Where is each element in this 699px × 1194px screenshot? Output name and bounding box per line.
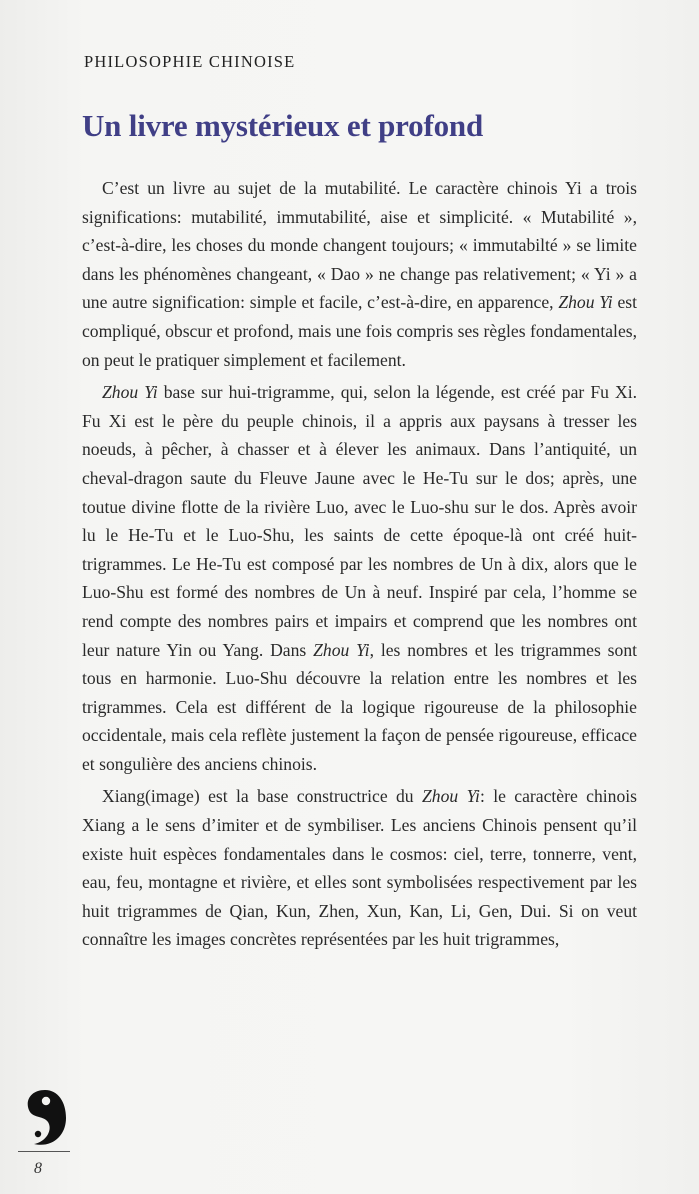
text-run: : le caractère chinois Xiang a le sens d’imiter et de symbiliser. Les anciens Chinois pensent qu’il existe huit espèces fondamentales dans le cosmos: ciel, terre, tonnerre, vent, eau, feu, montagne et rivière, et elles sont symbolisées respectivement par les huit trigrammes de Qian, Kun, Zhen, Xun, Kan, Li, Gen, Dui. Si on veut connaître les images concrètes représentées par les huit trigrammes,	[82, 786, 637, 950]
body-text	[82, 174, 637, 958]
text-run: Xiang(image) est la base constructrice du	[102, 786, 422, 807]
page-number: 8	[34, 1160, 42, 1177]
text-run: base sur hui-trigramme, qui, selon la légende, est créé par Fu Xi. Fu Xi est le père du peuple chinois, il a appris aux paysans à tresser les noeuds, à pêcher, à chasser et à élever les animaux. Dans l’antiquité, un cheval-dragon saute du Fleuve Jaune avec le He-Tu sur le dos; après, une toutue divine flotte de la rivière Luo, avec le Luo-shu sur le dos. Après avoir lu le He-Tu et le Luo-Shu, les saints de cette époque-là ont créé huit-trigrammes. Le He-Tu est composé par les nombres de Un à dix, alors que le Luo-Shu est formé des nombres de Un à neuf. Inspiré par cela, l’homme se rend compte des nombres pairs et impairs et comprend que les nombres ont leur nature Yin ou Yang. Dans	[82, 382, 637, 660]
book-title-italic: Zhou Yi	[102, 382, 158, 403]
footer-rule	[18, 1151, 70, 1152]
book-title-italic: Zhou Yi	[313, 639, 370, 660]
paragraph-3	[82, 782, 637, 954]
book-title-italic: Zhou Yi	[558, 292, 613, 313]
text-run: , les nombres et les trigrammes sont tous en harmonie. Luo-Shu découvre la relation entre les nombres et les trigrammes. Cela est différent de la logique rigoureuse de la philosophie occidentale, mais cela reflète justement la façon de pensée rigoureuse, efficace et songulière des anciens chinois.	[82, 639, 638, 774]
yin-yang-icon	[22, 1088, 68, 1148]
text-run: C’est un livre au sujet de la mutabilité. Le caractère chinois Yi a trois significations: mutabilité, immutabilité, aise et simplicité. « Mutabilité », c’est-à-dire, les choses du monde changent toujours; « immutabilté » se limite dans les phénomènes changeant, « Dao » ne change pas relativement; « Yi » a une autre signification: simple et facile, c’est-à-dire, en apparence,	[82, 178, 637, 313]
book-title-italic: Zhou Yi	[422, 786, 480, 807]
section-title: Un livre mystérieux et profond	[82, 108, 483, 143]
paragraph-2	[82, 378, 637, 778]
paragraph-1	[82, 174, 637, 374]
text-run: est compliqué, obscur et profond, mais une fois compris ses règles fondamentales, on peut le pratiquer simplement et facilement.	[82, 292, 637, 370]
running-head: PHILOSOPHIE CHINOISE	[84, 52, 296, 71]
